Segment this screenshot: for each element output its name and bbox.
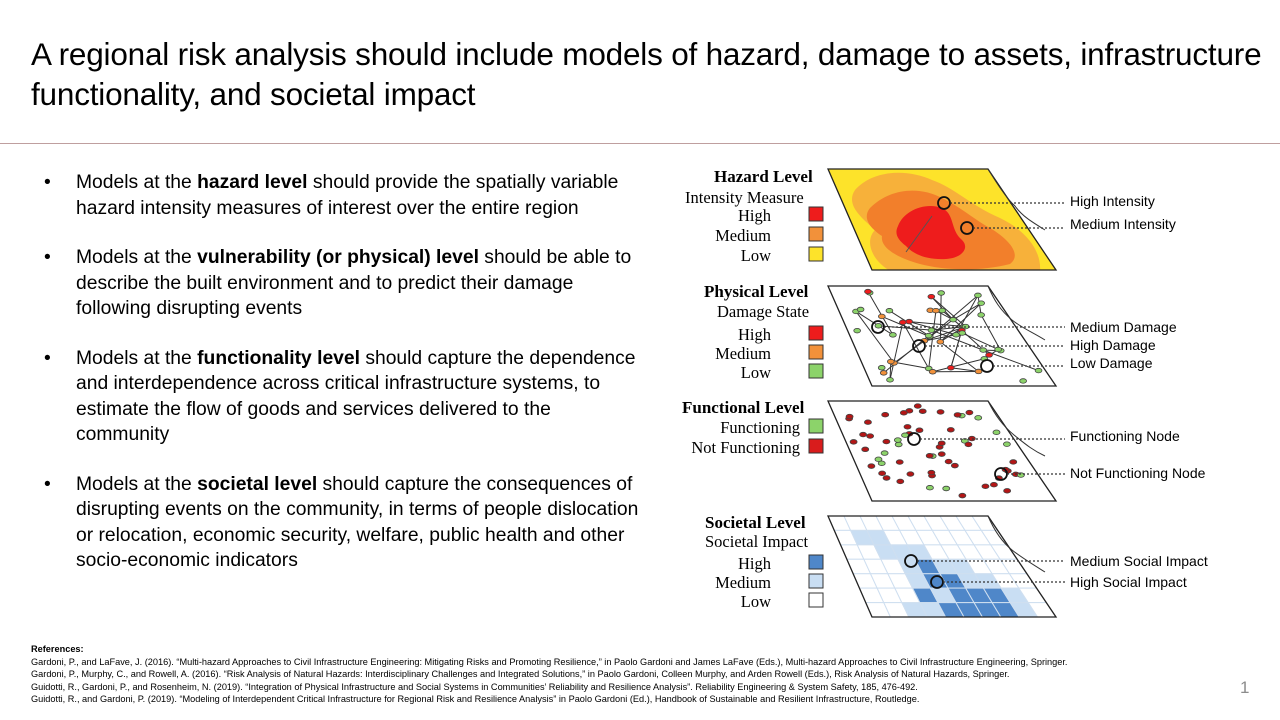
callout-low-damage: Low Damage bbox=[1070, 355, 1153, 371]
physical-level-subtitle: Damage State bbox=[717, 302, 810, 321]
functional-legend-functioning-label: Functioning bbox=[720, 418, 800, 437]
callout-medium-damage: Medium Damage bbox=[1070, 319, 1177, 335]
hazard-legend-high-label: High bbox=[738, 206, 771, 225]
bullet-dot-icon: • bbox=[44, 347, 51, 369]
physical-legend-medium-label: Medium bbox=[715, 344, 771, 363]
functional-level-panel bbox=[682, 398, 1206, 501]
bullet-text: should capture the dependence and interdependence across critical infrastructure systems, to estimate the flow of goods and services delivered to the community bbox=[76, 347, 636, 445]
title-divider bbox=[0, 143, 1280, 144]
hazard-legend-medium-label: Medium bbox=[715, 226, 771, 245]
callout-medium-intensity: Medium Intensity bbox=[1070, 216, 1176, 232]
bullet-list bbox=[44, 170, 644, 598]
hazard-legend-low-swatch bbox=[809, 247, 823, 261]
bullet-bold-term: societal level bbox=[197, 473, 318, 495]
references-title: References: bbox=[31, 644, 84, 654]
hazard-level-subtitle: Intensity Measure bbox=[685, 188, 804, 207]
page-number: 1 bbox=[1240, 678, 1250, 697]
bullet-dot-icon: • bbox=[44, 172, 51, 193]
risk-layers-diagram bbox=[670, 160, 1260, 625]
bullet-text: Models at the bbox=[76, 473, 198, 495]
reference-item: Guidotti, R., and Gardoni, P. (2019). “Modeling of Interdependent Critical Infrastructure for Regional Risk and Resilience Analysis” in Paolo Gardoni (Ed.), Handbook of Sustainable and Resilient Infrastructure, Routledge. bbox=[31, 694, 920, 705]
hazard-legend-low-label: Low bbox=[740, 246, 771, 265]
physical-legend-high-label: High bbox=[738, 325, 771, 344]
callout-high-social-impact: High Social Impact bbox=[1070, 574, 1187, 590]
bullet-text: Models at the bbox=[76, 172, 198, 193]
bullet-bold-term: hazard level bbox=[197, 172, 308, 193]
reference-item: Guidotti, R., Gardoni, P., and Rosenheim, N. (2019). “Integration of Physical Infrastructure and Social Systems in Communities’ Reliability and Resilience Analysis”. Reliability Engineering & System Safety, 185, 476-492. bbox=[31, 681, 918, 692]
bullet-bold-term: functionality level bbox=[197, 347, 360, 369]
functional-legend-not-functioning-swatch bbox=[809, 439, 823, 453]
societal-legend-medium-label: Medium bbox=[715, 573, 771, 592]
callout-not-functioning-node: Not Functioning Node bbox=[1070, 465, 1206, 481]
hazard-level-panel bbox=[685, 167, 1176, 272]
bullet-text: should provide the spatially variable hazard intensity measures of interest over the entire region bbox=[76, 172, 619, 219]
bullet-text: Models at the bbox=[76, 347, 198, 369]
bullet-hazard bbox=[44, 170, 644, 221]
physical-legend-low-label: Low bbox=[740, 363, 771, 382]
functional-legend-functioning-swatch bbox=[809, 419, 823, 433]
bullet-societal bbox=[44, 472, 644, 574]
bullet-text: should capture the consequences of disrupting events on the community, in terms of people dislocation or relocation, economic security, welfare, public health and other socio-economic indicators bbox=[76, 473, 639, 571]
physical-legend-high-swatch bbox=[809, 326, 823, 340]
hazard-map bbox=[828, 169, 1056, 272]
callout-high-intensity: High Intensity bbox=[1070, 193, 1155, 209]
callout-medium-social-impact: Medium Social Impact bbox=[1070, 553, 1208, 569]
callout-high-damage: High Damage bbox=[1070, 337, 1156, 353]
slide-title: A regional risk analysis should include models of hazard, damage to assets, infrastructure functionality, and societal impact bbox=[31, 36, 1262, 112]
societal-legend-medium-swatch bbox=[809, 574, 823, 588]
physical-legend-medium-swatch bbox=[809, 345, 823, 359]
bullet-functionality bbox=[44, 346, 644, 448]
bullet-bold-term: vulnerability (or physical) level bbox=[197, 247, 479, 268]
callout-functioning-node: Functioning Node bbox=[1070, 428, 1180, 444]
societal-level-title: Societal Level bbox=[705, 513, 806, 532]
references bbox=[31, 643, 1261, 706]
societal-legend-high-swatch bbox=[809, 555, 823, 569]
physical-level-panel bbox=[704, 282, 1177, 386]
hazard-legend-high-swatch bbox=[809, 207, 823, 221]
functional-level-title: Functional Level bbox=[682, 398, 805, 417]
bullet-dot-icon: • bbox=[44, 473, 51, 495]
societal-level-subtitle: Societal Impact bbox=[705, 532, 809, 551]
bullet-vulnerability bbox=[44, 245, 644, 322]
societal-legend-low-swatch bbox=[809, 593, 823, 607]
bullet-text: Models at the bbox=[76, 247, 198, 268]
societal-legend-low-label: Low bbox=[740, 592, 771, 611]
hazard-level-title: Hazard Level bbox=[714, 167, 813, 186]
functional-legend-not-functioning-label: Not Functioning bbox=[691, 438, 800, 457]
societal-legend-high-label: High bbox=[738, 554, 771, 573]
societal-level-panel bbox=[705, 513, 1208, 617]
bullet-dot-icon: • bbox=[44, 247, 51, 268]
bullet-text: should be able to describe the built environment and to predict their damage following disrupting events bbox=[76, 247, 632, 319]
reference-item: Gardoni, P., and LaFave, J. (2016). “Multi-hazard Approaches to Civil Infrastructure Engineering: Mitigating Risks and Promoting Resilience,” in Paolo Gardoni and James LaFave (Eds.), Multi-hazard Approaches to Civil Infrastructure Engineering, Springer. bbox=[31, 656, 1068, 667]
physical-level-title: Physical Level bbox=[704, 282, 809, 301]
physical-legend-low-swatch bbox=[809, 364, 823, 378]
hazard-legend-medium-swatch bbox=[809, 227, 823, 241]
reference-item: Gardoni, P., Murphy, C., and Rowell, A. (2016). “Risk Analysis of Natural Hazards: Interdisciplinary Challenges and Integrated Solutions,” in Paolo Gardoni, Colleen Murphy, and Arden Rowell (Eds.), Risk Analysis of Natural Hazards, Springer. bbox=[31, 669, 1010, 680]
